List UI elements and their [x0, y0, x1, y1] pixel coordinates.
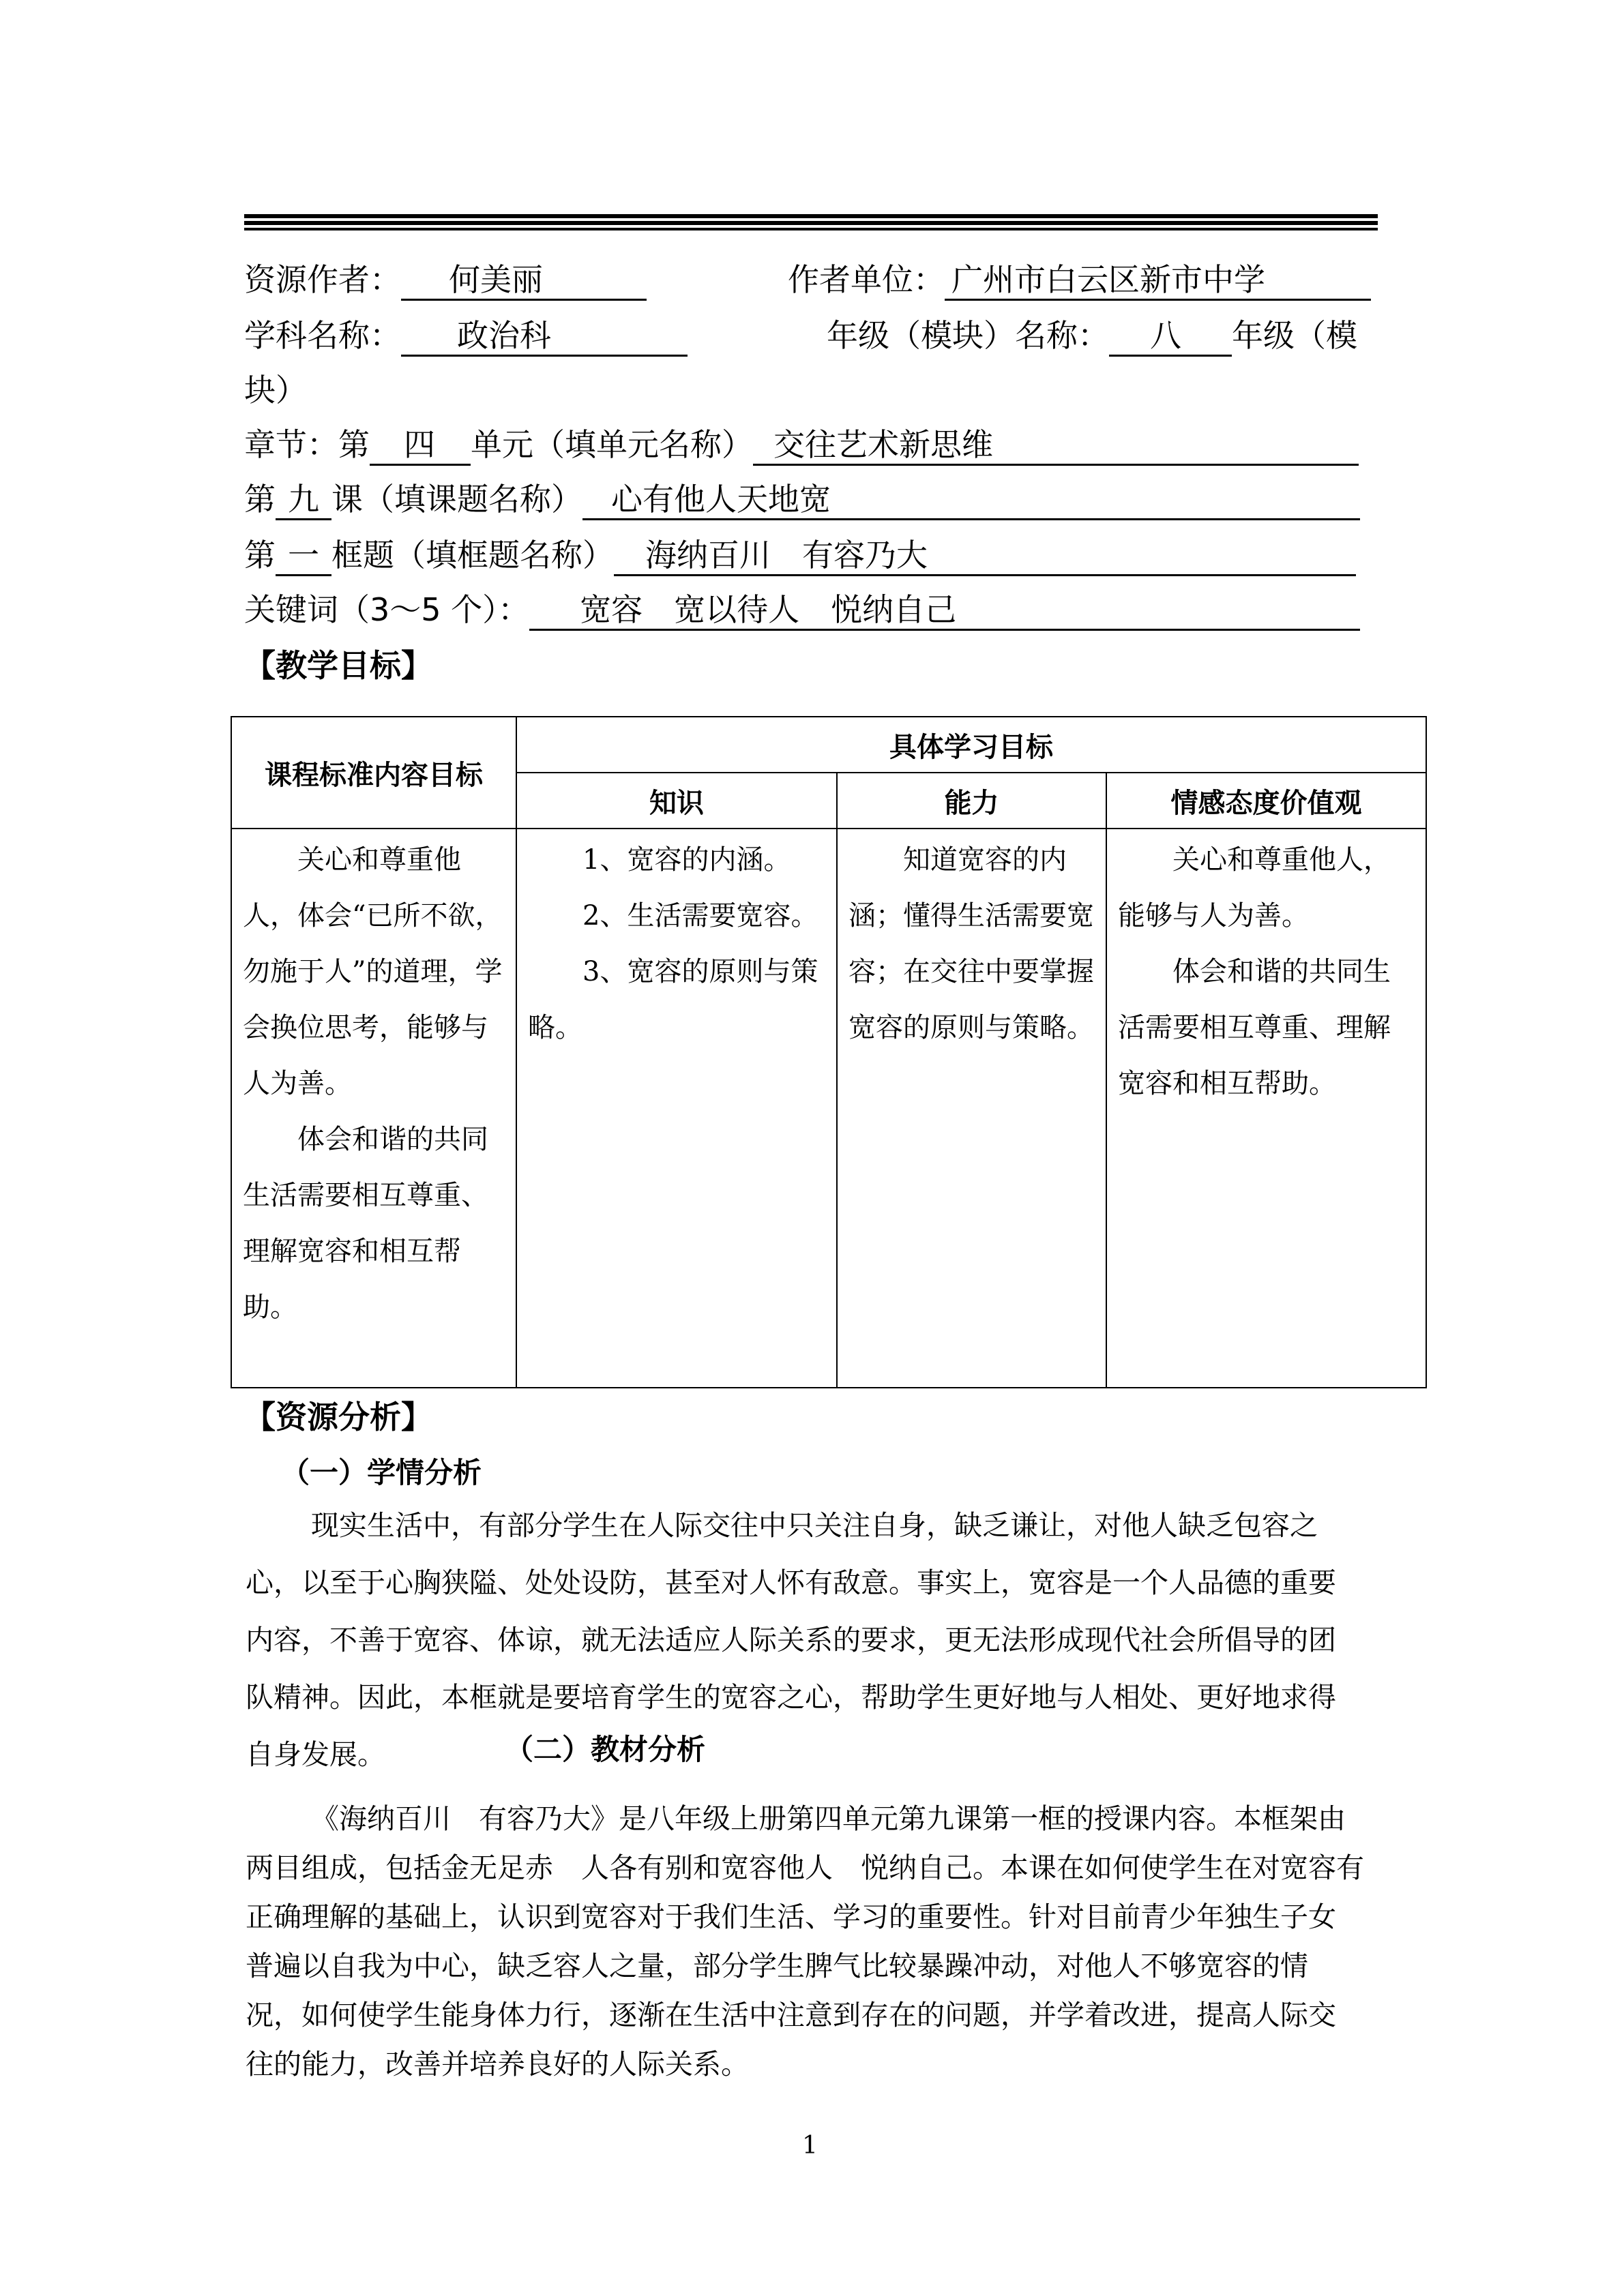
frame-name-field [614, 536, 1356, 576]
unit-value-field [945, 260, 1371, 301]
ability-cell [837, 829, 1106, 1388]
header-rule [244, 214, 1378, 218]
frame-num: 一 [288, 537, 319, 573]
chapter-num: 四 [404, 426, 435, 463]
ability-text: 知道宽容的内涵；懂得生活需要宽容；在交往中要掌握宽容的原则与策略。 [848, 844, 1094, 1043]
frame-prefix: 第 [244, 537, 276, 573]
frame-line [244, 535, 1356, 576]
knowledge-item: 2、生活需要宽容。 [582, 900, 818, 931]
analysis-line: 内容，不善于宽容、体谅，就无法适应人际关系的要求，更无法形成现代社会所倡导的团 [246, 1624, 1336, 1656]
author-value: 何美丽 [449, 261, 543, 298]
chapter-name: 交往艺术新思维 [773, 426, 993, 463]
author-label: 资源作者： [244, 261, 401, 298]
textbook-line: 普遍以自我为中心，缺乏容人之量，部分学生脾气比较暴躁冲动，对他人不够宽容的情 [246, 1950, 1308, 1982]
frame-name: 海纳百川 有容乃大 [645, 537, 928, 573]
unit-label: 作者单位： [788, 261, 945, 298]
analysis-line: 自身发展。 [246, 1738, 385, 1771]
chapter-line [244, 424, 1359, 466]
textbook-line: 《海纳百川 有容乃大》是八年级上册第四单元第九课第一框的授课内容。本框架由 [311, 1802, 1346, 1835]
author-line [244, 259, 647, 301]
knowledge-item: 1、宽容的内涵。 [582, 844, 791, 876]
textbook-line: 况，如何使学生能身体力行，逐渐在生活中注意到存在的问题，并学着改进，提高人际交 [246, 1999, 1336, 2031]
standard-cell [231, 829, 516, 1388]
chapter-name-field [753, 426, 1359, 466]
unit-line [788, 259, 1371, 301]
author-value-field [401, 260, 647, 301]
subject-value-field [401, 316, 688, 357]
textbook-line: 两目组成，包括金无足赤 人各有别和宽容他人 悦纳自己。本课在如何使学生在对宽容有 [246, 1851, 1364, 1884]
lesson-mid: 课（填课题名称） [331, 481, 582, 518]
col-ability-header: 能力 [837, 773, 1106, 829]
keywords-label: 关键词（3～5 个）： [244, 591, 530, 628]
textbook-analysis-title: （二）教材分析 [505, 1733, 706, 1766]
learner-analysis-title: （一）学情分析 [281, 1456, 482, 1489]
analysis-section-title: 【资源分析】 [244, 1399, 432, 1435]
goals-section-title: 【教学目标】 [244, 647, 432, 684]
analysis-line: 队精神。因此，本框就是要培育学生的宽容之心，帮助学生更好地与人相处、更好地求得 [246, 1681, 1336, 1714]
emotion-paragraph: 关心和尊重他人，能够与人为善。 [1118, 844, 1391, 931]
analysis-line: 现实生活中，有部分学生在人际交往中只关注自身，缺乏谦让，对他人缺乏包容之 [311, 1509, 1318, 1542]
lesson-prefix: 第 [244, 481, 276, 518]
lesson-num: 九 [288, 481, 319, 518]
grade-suffix: 年级（模 [1232, 317, 1357, 354]
chapter-prefix: 章节：第 [244, 426, 370, 463]
grade-value-field [1109, 316, 1232, 357]
subject-line [244, 315, 688, 357]
grade-suffix-wrap: 块） [244, 372, 307, 408]
frame-num-field [276, 536, 331, 576]
standard-paragraph: 体会和谐的共同生活需要相互尊重、理解宽容和相互帮助。 [243, 1124, 488, 1323]
col-specific-header: 具体学习目标 [516, 717, 1426, 773]
col-emotion-header: 情感态度价值观 [1106, 773, 1426, 829]
emotion-paragraph: 体会和谐的共同生活需要相互尊重、理解宽容和相互帮助。 [1118, 956, 1391, 1099]
lesson-name: 心有他人天地宽 [611, 481, 831, 518]
goals-table [231, 716, 1427, 1388]
subject-value: 政治科 [457, 317, 551, 354]
col-knowledge-header: 知识 [516, 773, 837, 829]
knowledge-cell [516, 829, 837, 1388]
emotion-cell [1106, 829, 1426, 1388]
unit-value: 广州市白云区新市中学 [951, 261, 1265, 298]
textbook-line: 往的能力，改善并培养良好的人际关系。 [246, 2048, 749, 2081]
keywords-field [529, 591, 1360, 631]
textbook-line: 正确理解的基础上，认识到宽容对于我们生活、学习的重要性。针对目前青少年独生子女 [246, 1900, 1336, 1933]
col-standard-header: 课程标准内容目标 [231, 717, 516, 829]
grade-line [827, 315, 1357, 357]
page-number: 1 [802, 2132, 818, 2160]
frame-mid: 框题（填框题名称） [331, 537, 614, 573]
chapter-num-field [370, 426, 471, 466]
header-rule [244, 221, 1378, 225]
lesson-num-field [276, 480, 331, 520]
keywords-line [244, 589, 1360, 631]
grade-value: 八 [1150, 317, 1181, 354]
keywords-value: 宽容 宽以待人 悦纳自己 [580, 591, 957, 628]
header-rule [244, 228, 1378, 230]
chapter-mid: 单元（填单元名称） [471, 426, 753, 463]
lesson-name-field [582, 480, 1360, 520]
knowledge-item: 3、宽容的原则与策略。 [528, 956, 818, 1043]
subject-label: 学科名称： [244, 317, 401, 354]
grade-label: 年级（模块）名称： [827, 317, 1109, 354]
lesson-line [244, 479, 1360, 520]
analysis-line: 心，以至于心胸狭隘、处处设防，甚至对人怀有敌意。事实上，宽容是一个人品德的重要 [246, 1566, 1336, 1599]
standard-paragraph: 关心和尊重他人，体会“已所不欲，勿施于人”的道理，学会换位思考，能够与人为善。 [243, 844, 503, 1099]
